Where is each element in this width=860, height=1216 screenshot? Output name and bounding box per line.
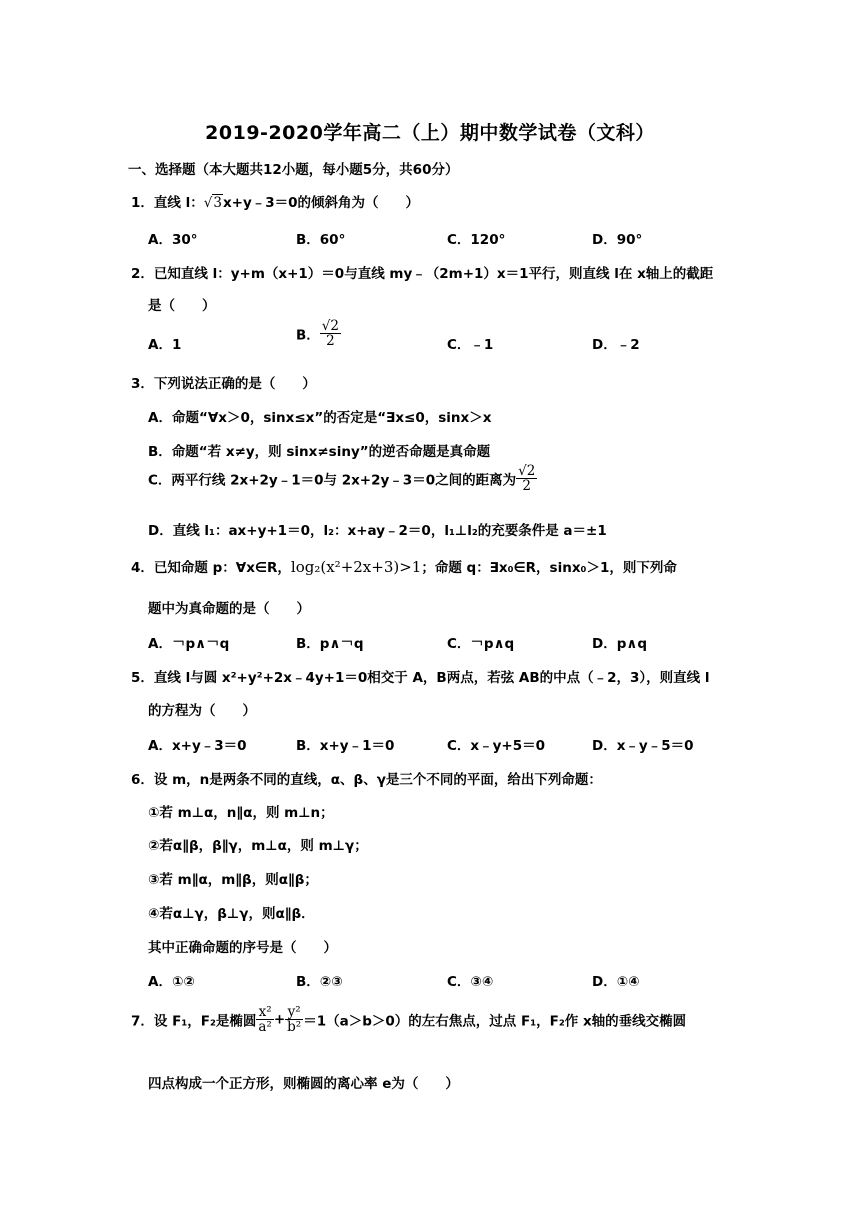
page-title: 2019-2020学年高二（上）期中数学试卷（文科） <box>205 122 655 144</box>
log-expression: log₂(x²+2x+3)>1 <box>290 558 422 576</box>
q5-option-c: C．x﹣y+5＝0 <box>447 738 546 754</box>
question-4-stem-cont: 题中为真命题的是（ ） <box>148 601 310 617</box>
q1-option-b: B．60° <box>296 232 346 248</box>
section-heading: 一、选择题（本大题共12小题，每小题5分，共60分） <box>128 162 459 178</box>
q4-stem-b: ；命题 q：∃x₀∈R，sinx₀＞1，则下列命 <box>421 560 677 576</box>
q5-option-b: B．x+y﹣1＝0 <box>296 738 395 754</box>
q6-proposition-1: ①若 m⊥α，n∥α，则 m⊥n； <box>148 805 334 821</box>
q4-option-d: D．p∧q <box>592 636 647 652</box>
q1-option-a: A．30° <box>148 232 198 248</box>
q1-stem-a: 1．直线 l： <box>131 195 204 211</box>
q6-ask: 其中正确命题的序号是（ ） <box>148 940 337 956</box>
q1-option-c: C．120° <box>447 232 506 248</box>
q4-option-b: B．p∧￢q <box>296 636 364 652</box>
question-2-stem: 2．已知直线 l：y+m（x+1）＝0与直线 my﹣（2m+1）x＝1平行，则直线 l在 x轴上的截距 <box>131 266 714 282</box>
fraction-denominator: 2 <box>522 478 531 495</box>
question-3-stem: 3．下列说法正确的是（ ） <box>131 376 316 392</box>
q4-stem-a: 4．已知命题 p：∀x∈R， <box>131 560 291 576</box>
q6-option-a: A．①② <box>148 974 195 990</box>
q2-option-c: C．﹣1 <box>447 337 494 353</box>
question-6-stem: 6．设 m，n是两条不同的直线，α、β、γ是三个不同的平面，给出下列命题： <box>131 772 602 788</box>
q6-proposition-2: ②若α∥β，β∥γ，m⊥α，则 m⊥γ； <box>148 838 368 854</box>
q7-stem-a: 7．设 F₁，F₂是椭圆 <box>131 1013 257 1030</box>
fraction-denominator: 2 <box>326 333 335 350</box>
q3-option-c <box>148 464 537 493</box>
sqrt-expression: √3 <box>203 195 222 211</box>
q6-proposition-3: ③若 m∥α，m∥β，则α∥β； <box>148 872 318 888</box>
q6-proposition-4: ④若α⊥γ，β⊥γ，则α∥β． <box>148 906 315 922</box>
q3-option-a: A．命题“∀x＞0，sinx≤x”的否定是“∃x≤0，sinx＞x <box>148 410 492 426</box>
q2-option-d: D．﹣2 <box>592 337 640 353</box>
q6-option-d: D．①④ <box>592 974 640 990</box>
question-2-stem-cont: 是（ ） <box>148 298 216 314</box>
question-1-stem <box>131 191 419 211</box>
q1-option-d: D．90° <box>592 232 643 248</box>
plus-sign: + <box>273 1011 286 1028</box>
fraction <box>320 319 341 348</box>
q3-option-c-text: C．两平行线 2x+2y﹣1＝0与 2x+2y﹣3＝0之间的距离为 <box>148 472 517 489</box>
q5-option-d: D．x﹣y﹣5＝0 <box>592 738 694 754</box>
sqrt-radicand: 3 <box>213 195 222 211</box>
q4-option-c: C．￢p∧q <box>447 636 515 652</box>
fraction-numerator: √2 <box>321 318 339 334</box>
question-5-stem-cont: 的方程为（ ） <box>148 703 256 719</box>
q2-option-a: A．1 <box>148 337 182 353</box>
q4-option-a: A．￢p∧￢q <box>148 636 230 652</box>
fraction <box>516 464 537 493</box>
question-7-stem-cont: 四点构成一个正方形，则椭圆的离心率 e为（ ） <box>148 1076 459 1092</box>
q6-option-b: B．②③ <box>296 974 343 990</box>
fraction-numerator: √2 <box>518 463 536 479</box>
q3-option-d: D．直线 l₁：ax+y+1＝0，l₂：x+ay﹣2＝0，l₁⊥l₂的充要条件是 a＝±1 <box>148 523 607 539</box>
question-4-stem <box>131 556 677 576</box>
fraction <box>256 1005 273 1034</box>
fraction-denominator: b² <box>287 1019 302 1036</box>
fraction-numerator: x² <box>256 1005 273 1020</box>
question-7-stem <box>131 1005 686 1034</box>
fraction-denominator: a² <box>258 1019 272 1036</box>
fraction <box>285 1005 303 1034</box>
q7-stem-b: ＝1（a＞b＞0）的左右焦点，过点 F₁，F₂作 x轴的垂线交椭圆 <box>303 1013 687 1030</box>
q2-option-b <box>296 319 341 348</box>
q5-option-a: A．x+y﹣3＝0 <box>148 738 247 754</box>
q6-option-c: C．③④ <box>447 974 494 990</box>
question-5-stem: 5．直线 l与圆 x²+y²+2x﹣4y+1＝0相交于 A，B两点，若弦 AB的中点（﹣2，3），则直线 l <box>131 670 710 686</box>
q1-stem-b: x+y﹣3＝0的倾斜角为（ ） <box>222 195 420 211</box>
q2-option-b-label: B． <box>296 327 320 344</box>
fraction-numerator: y² <box>285 1005 303 1020</box>
q3-option-b: B．命题“若 x≠y，则 sinx≠siny”的逆否命题是真命题 <box>148 444 491 460</box>
